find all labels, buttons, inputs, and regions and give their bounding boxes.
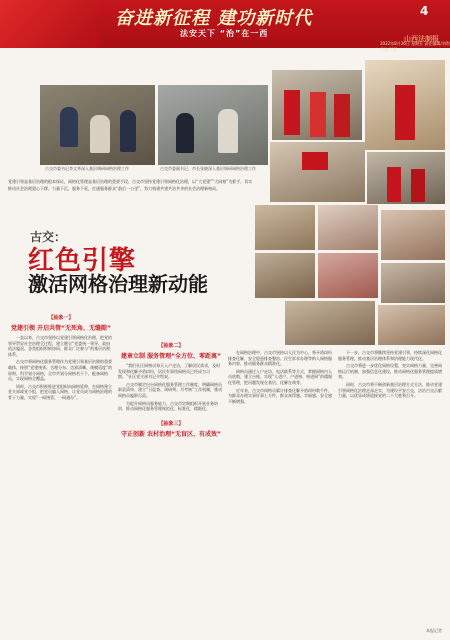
headline-place: 古交： (30, 230, 67, 244)
headline-red: 红色引擎 (28, 246, 137, 276)
photo-mayor-visit (158, 85, 268, 165)
photo-secretary-visit (40, 85, 155, 165)
column4-para: 同时，古交市将不断创新基层治理方式方法，推动党建引领网格化治理走深走实，为建设平安古交、法治古交贡献力量，以优异成绩迎接党的二十大胜利召开。 (338, 381, 442, 399)
photo2-caption: 古交市委副书记、市长张晓深入基层调研网格治理工作 (160, 166, 256, 171)
column2-para: “我们社区网格员每天入户走访，了解居民需求，及时发现和化解矛盾纠纷，居民有事找网格员已经成为习惯。”社区党支部书记介绍说。 (118, 363, 221, 380)
photo-collage (255, 205, 445, 345)
lead-paragraph: 党建引领是基层治理的根本保证，网格化管理是基层治理的重要手段。古交市坚持党建引领网格化治理，以“大党建”“大网格”为抓手，切实推动社会治理重心下移、力量下沉、服务下延，打通服务群众“最后一公里”，努力构建共建共治共享的社会治理新格局。 (8, 179, 253, 191)
collage-photo-8 (378, 305, 445, 345)
column-2 (118, 340, 224, 441)
photo1-caption: 古交市委书记李文华深入基层调研网格治理工作 (45, 166, 129, 171)
collage-photo-2 (318, 205, 378, 250)
page-number: 4 (420, 4, 429, 18)
column4-para: 下一步，古交市将继续坚持党建引领，持续深化网格化服务管理，推动基层治理体系和治理能力现代化。 (338, 350, 442, 361)
collage-photo-5 (318, 253, 378, 298)
headline-black: 激活网格治理新动能 (28, 272, 208, 296)
column2-para: 为提升网格员服务能力，古交市定期组织开展业务培训，推动网格化服务管理规范化、标准化、精细化。 (118, 400, 218, 412)
column-3 (228, 350, 334, 406)
column2-tag: 【抽象二】 (158, 343, 184, 349)
page-header (0, 0, 450, 52)
column2-bottom-subhead: 守正创新 农村治理“无盲区、有成效” (121, 430, 221, 438)
red-flag-graphic (0, 0, 100, 48)
column3-para: 在网格治理中，古交市坚持以人民为中心，将矛盾纠纷排查化解、安全隐患排查整治、民生诉求办理等纳入网格服务内容，推动服务群众精准化。 (228, 350, 332, 367)
column1-para: 一直以来，古交市坚持以党建引领网格化治理，把党的领导贯穿社会治理全过程，建立健全“党委统一领导、政府依法履责、各类组织积极协同、群众广泛参与”的基层治理体系。 (8, 335, 112, 357)
column3-para: 网格员通过入户走访、电话联系等方式，掌握网格内人员底数，建立台账，实现“人进户、户进格、格进网”的精细化管理，把问题发现在基层、化解在萌芽。 (228, 368, 333, 385)
column3-para: 近年来，古交市网格员累计排查化解矛盾纠纷数千件，为群众办理实事好事上万件，群众获得感、幸福感、安全感不断增强。 (228, 387, 332, 404)
column2-subhead: 建章立制 服务管理“全方位、零距离” (121, 353, 221, 360)
collage-photo-4 (255, 253, 315, 298)
date-line: 2022年8月26日 星期五 责任编辑/刘利 美编/王莉 (380, 41, 450, 52)
photo-service-desk (365, 60, 445, 150)
column1-para: 古交市将网格化服务管理作为党建引领基层治理的重要载体，按照“党建统领、合理分布、边界清晰、规模适度”的原则，科学划分网格，全市共划分网格若干个，配备网格员，实现网格全覆盖。 (8, 359, 113, 382)
photo-community-workers (367, 152, 445, 204)
header-title: 奋进新征程 建功新时代 (115, 8, 313, 29)
column-4 (338, 350, 444, 401)
collage-photo-3 (381, 210, 445, 260)
collage-photo-1 (255, 205, 315, 250)
photo-volunteers (272, 70, 362, 140)
collage-photo-6 (381, 263, 445, 303)
author-credit: 本报记者 (426, 628, 442, 633)
column2-para: 古交市制定出台网格化服务管理工作制度，明确网格员职责清单，建立“日巡查、周研判、月考核”工作机制，推动网格员履职尽责。 (118, 381, 223, 398)
column1-tag: 【抽象一】 (48, 315, 74, 321)
header-subtitle: 法安天下 “治”在一西 (180, 29, 269, 38)
photo-party-flag (270, 142, 365, 202)
column4-para: 古交市将进一步优化网格设置，充实网格力量，完善网格运行机制，加强信息化建设，推动网格化服务管理提质增效。 (338, 363, 442, 380)
column1-para: 同时，古交市积极推进党组织向网格延伸，在网格建立党支部或党小组，把党员编入网格，让党员成为网格治理的骨干力量，实现“一网统管、一网通办”。 (8, 383, 112, 400)
collage-photo-7 (285, 301, 375, 345)
column-1 (8, 312, 114, 403)
column2-bottom-tag: 【抽象三】 (158, 420, 184, 427)
paper-name: 山西法制报 (404, 35, 439, 43)
column1-subhead: 党建引领 开启共管“无死角、无缝隙” (11, 325, 111, 332)
